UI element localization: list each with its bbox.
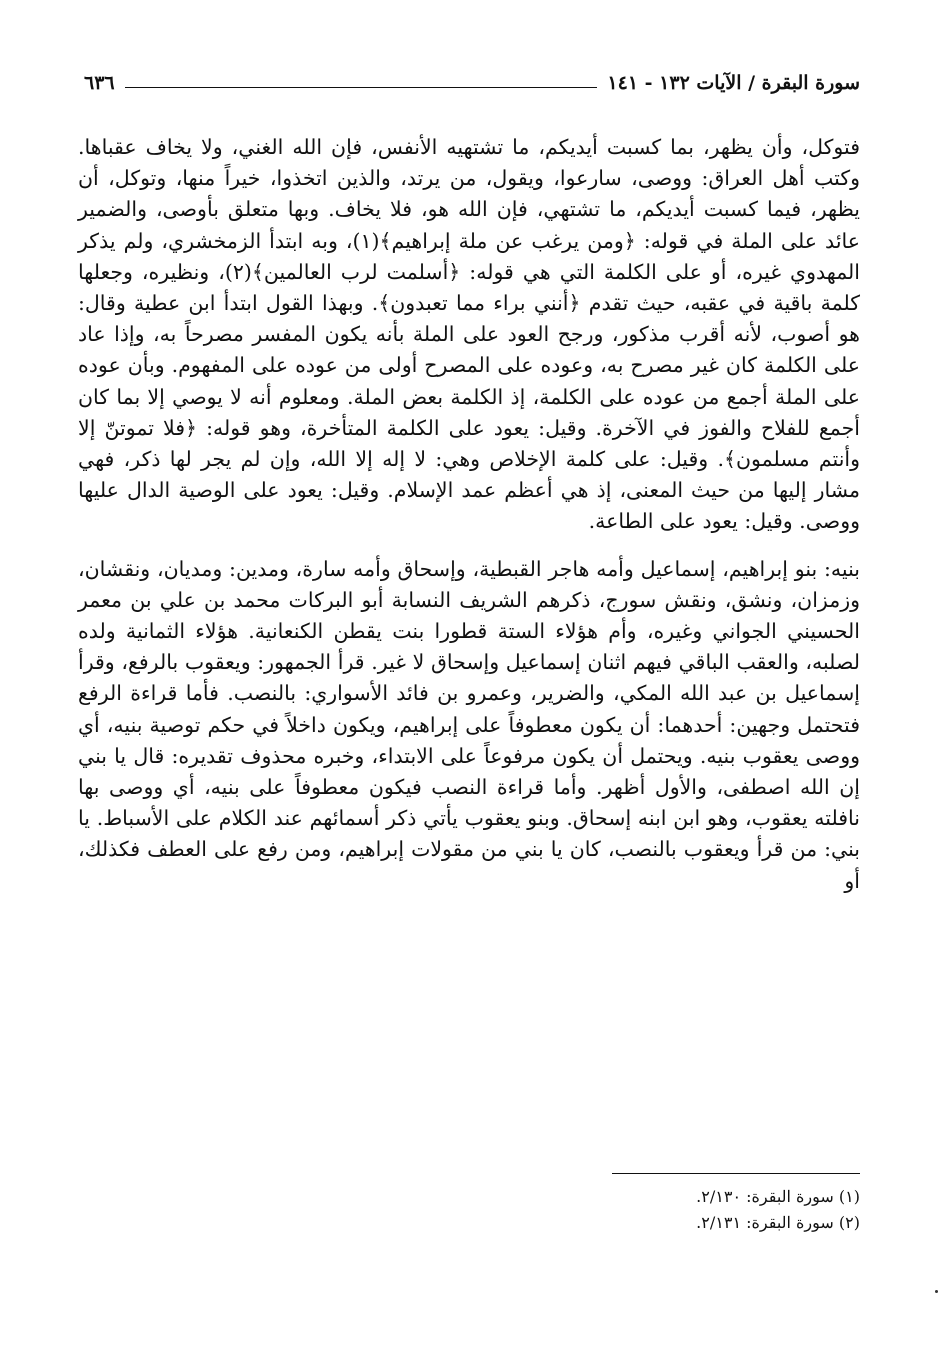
running-header (78, 60, 860, 94)
footnote: (٢) سورة البقرة: ٢/١٣١. (696, 1213, 860, 1232)
chapter-title: سورة البقرة / الآيات ١٣٢ - ١٤١ (607, 72, 860, 94)
header-rule (125, 87, 598, 88)
paragraph: بنيه: بنو إبراهيم، إسماعيل وأمه هاجر القبطية، وإسحاق وأمه سارة، ومدين: ومديان، ونقشان، وزمزان، ونشق، ونقش سورج، ذكرهم الشريف النسابة أبو البركات محمد بن علي بن معمر الحسيني الجواني وغيره، وأم هؤلاء الستة قطورا بنت يقطن الكنعانية. هؤلاء الثمانية ولده لصلبه، والعقب الباقي فيهم اثنان إسماعيل وإسحاق لا غير. قرأ الجمهور: ويعقوب بالرفع، وقرأ إسماعيل بن عبد الله المكي، والضرير، وعمرو بن فائد الأسواري: بالنصب. فأما قراءة الرفع فتحتمل وجهين: أحدهما: أن يكون معطوفاً على إبراهيم، ويكون داخلاً في حكم توصية بنيه، أي ووصى يعقوب بنيه. ويحتمل أن يكون مرفوعاً على الابتداء، وخبره محذوف تقديره: قال يا بني إن الله اصطفى، والأول أظهر. وأما قراءة النصب فيكون معطوفاً على بنيه، أي ووصى بها نافلته يعقوب، وهو ابن ابنه إسحاق. وبنو يعقوب يأتي ذكر أسمائهم عند الكلام على الأسباط. يا بني: من قرأ ويعقوب بالنصب، كان يا بني من مقولات إبراهيم، ومن رفع على العطف فكذلك، أو (78, 556, 860, 893)
scan-speck (935, 1290, 938, 1293)
page-number: ٦٣٦ (84, 72, 115, 94)
footnote-separator (612, 1173, 860, 1174)
page (78, 60, 860, 1320)
footnotes (78, 1184, 860, 1236)
main-text (78, 132, 860, 897)
footnote: (١) سورة البقرة: ٢/١٣٠. (696, 1187, 860, 1206)
paragraph: فتوكل، وأن يظهر، بما كسبت أيديكم، ما تشتهيه الأنفس، فإن الله الغني، ولا يخاف عقباها. وكتب أهل العراق: ووصى، سارعوا، ويقول، من يرتد، والذين اتخذوا، خيراً منها، وتوكل، أن يظهر، فيما كسبت أيديكم، ما تشتهي، فإن الله هو، فلا يخاف. وبها متعلق بأوصى، والضمير عائد على الملة في قوله: ﴿ومن يرغب عن ملة إبراهيم﴾(١)، وبه ابتدأ الزمخشري، ولم يذكر المهدوي غيره، أو على الكلمة التي هي قوله: ﴿أسلمت لرب العالمين﴾(٢)، ونظيره، وجعلها كلمة باقية في عقبه، حيث تقدم ﴿أنني براء مما تعبدون﴾. وبهذا القول ابتدأ ابن عطية وقال: هو أصوب، لأنه أقرب مذكور، ورجح العود على الملة بأنه يكون المفسر مصرحاً به، وإذا عاد على الكلمة كان غير مصرح به، وعوده على المصرح أولى من عوده على المفهوم. وبأن عوده على الملة أجمع من عوده على الكلمة، إذ الكلمة بعض الملة. ومعلوم أنه لا يوصي إلا بما كان أجمع للفلاح والفوز في الآخرة. وقيل: يعود على الكلمة المتأخرة، وهو قوله: ﴿فلا تموتنّ إلا وأنتم مسلمون﴾. وقيل: على كلمة الإخلاص وهي: لا إله إلا الله، وإن لم يجر لها ذكر، فهي مشار إليها من حيث المعنى، إذ هي أعظم عمد الإسلام. وقيل: يعود على الوصية الدال عليها ووصى. وقيل: يعود على الطاعة. (78, 135, 861, 534)
